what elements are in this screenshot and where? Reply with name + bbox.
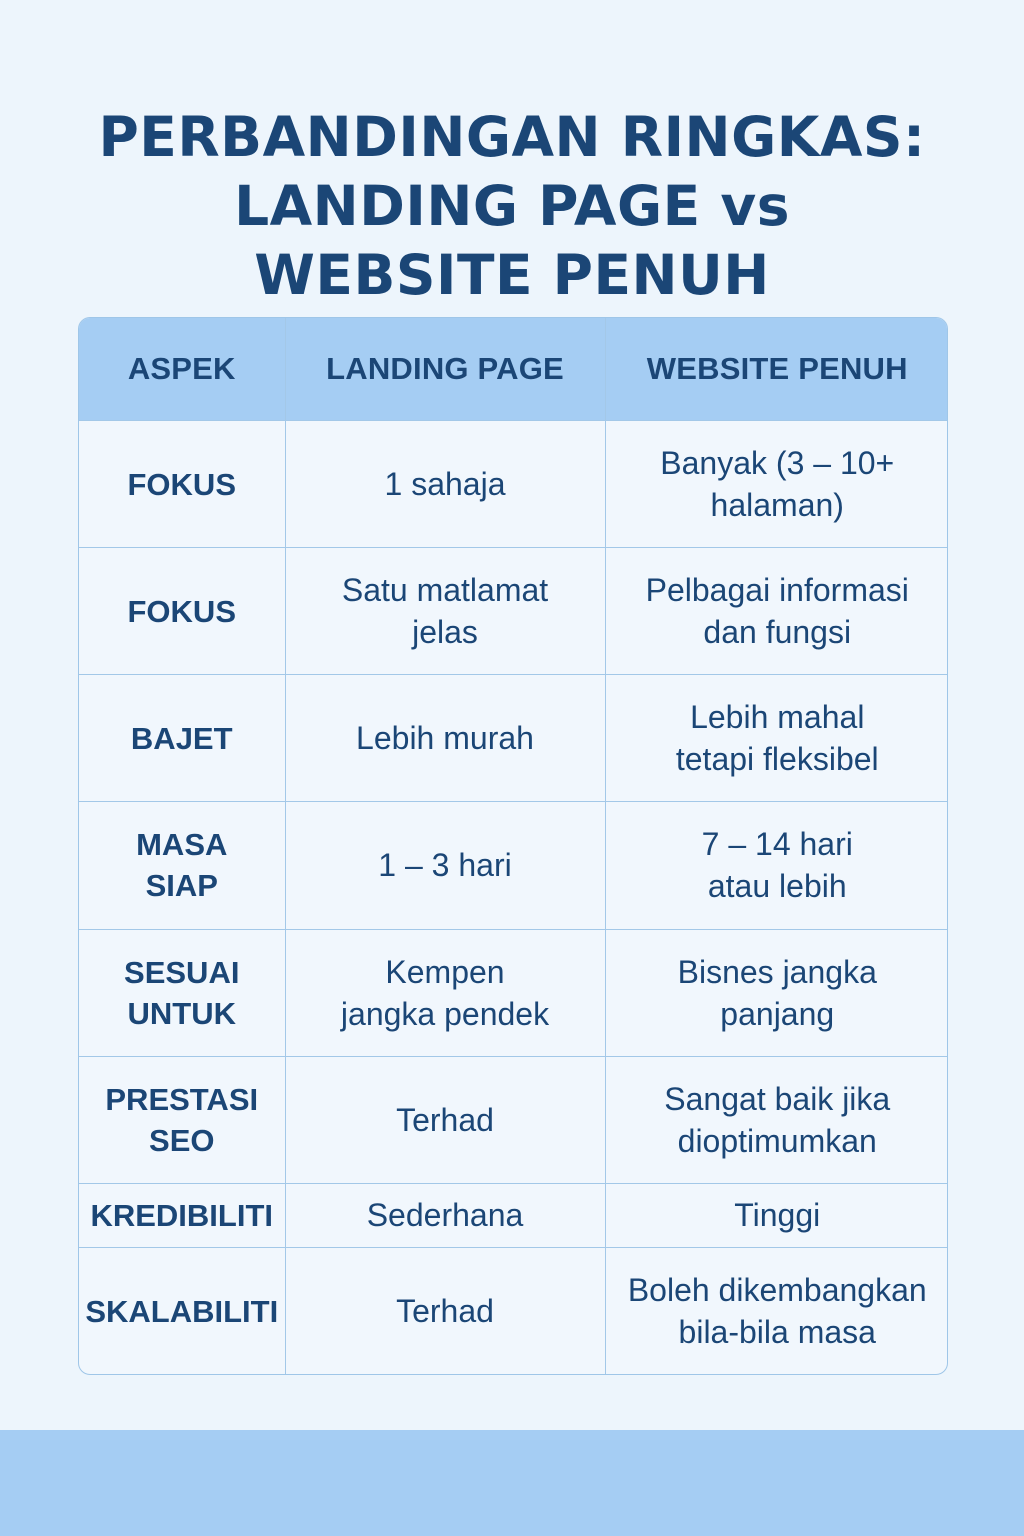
aspect-cell: MASA SIAP [79,802,285,929]
table-row [79,1248,948,1374]
title-line-2: LANDING PAGE vs [234,173,790,238]
landing-page-cell: Kempen jangka pendek [285,929,605,1056]
website-penuh-cell: Pelbagai informasi dan fungsi [605,548,948,675]
landing-page-cell: Terhad [285,1056,605,1183]
landing-page-cell: 1 sahaja [285,421,605,548]
landing-page-cell: Lebih murah [285,675,605,802]
footer-band [0,1430,1024,1536]
website-penuh-cell: Lebih mahal tetapi fleksibel [605,675,948,802]
landing-page-cell: 1 – 3 hari [285,802,605,929]
table-row [79,421,948,548]
table-row [79,929,948,1056]
column-header-aspek: ASPEK [79,318,285,421]
aspect-cell: SESUAI UNTUK [79,929,285,1056]
title-line-1: PERBANDINGAN RINGKAS: [98,104,926,169]
website-penuh-cell: Boleh dikembangkan bila-bila masa [605,1248,948,1374]
page-title [0,103,1024,310]
table-row [79,1056,948,1183]
website-penuh-cell: Banyak (3 – 10+ halaman) [605,421,948,548]
website-penuh-cell: Tinggi [605,1183,948,1247]
aspect-cell: BAJET [79,675,285,802]
landing-page-cell: Satu matlamat jelas [285,548,605,675]
website-penuh-cell: Sangat baik jika dioptimumkan [605,1056,948,1183]
column-header-website-penuh: WEBSITE PENUH [605,318,948,421]
aspect-cell: KREDIBILITI [79,1183,285,1247]
table-row [79,548,948,675]
table-row [79,802,948,929]
aspect-cell: FOKUS [79,548,285,675]
table-header-row [79,318,948,421]
title-line-3: WEBSITE PENUH [254,242,770,307]
table-row [79,675,948,802]
landing-page-cell: Terhad [285,1248,605,1374]
table-row [79,1183,948,1247]
aspect-cell: FOKUS [79,421,285,548]
comparison-table [78,317,948,1375]
website-penuh-cell: Bisnes jangka panjang [605,929,948,1056]
aspect-cell: PRESTASI SEO [79,1056,285,1183]
aspect-cell: SKALABILITI [79,1248,285,1374]
column-header-landing-page: LANDING PAGE [285,318,605,421]
website-penuh-cell: 7 – 14 hari atau lebih [605,802,948,929]
landing-page-cell: Sederhana [285,1183,605,1247]
